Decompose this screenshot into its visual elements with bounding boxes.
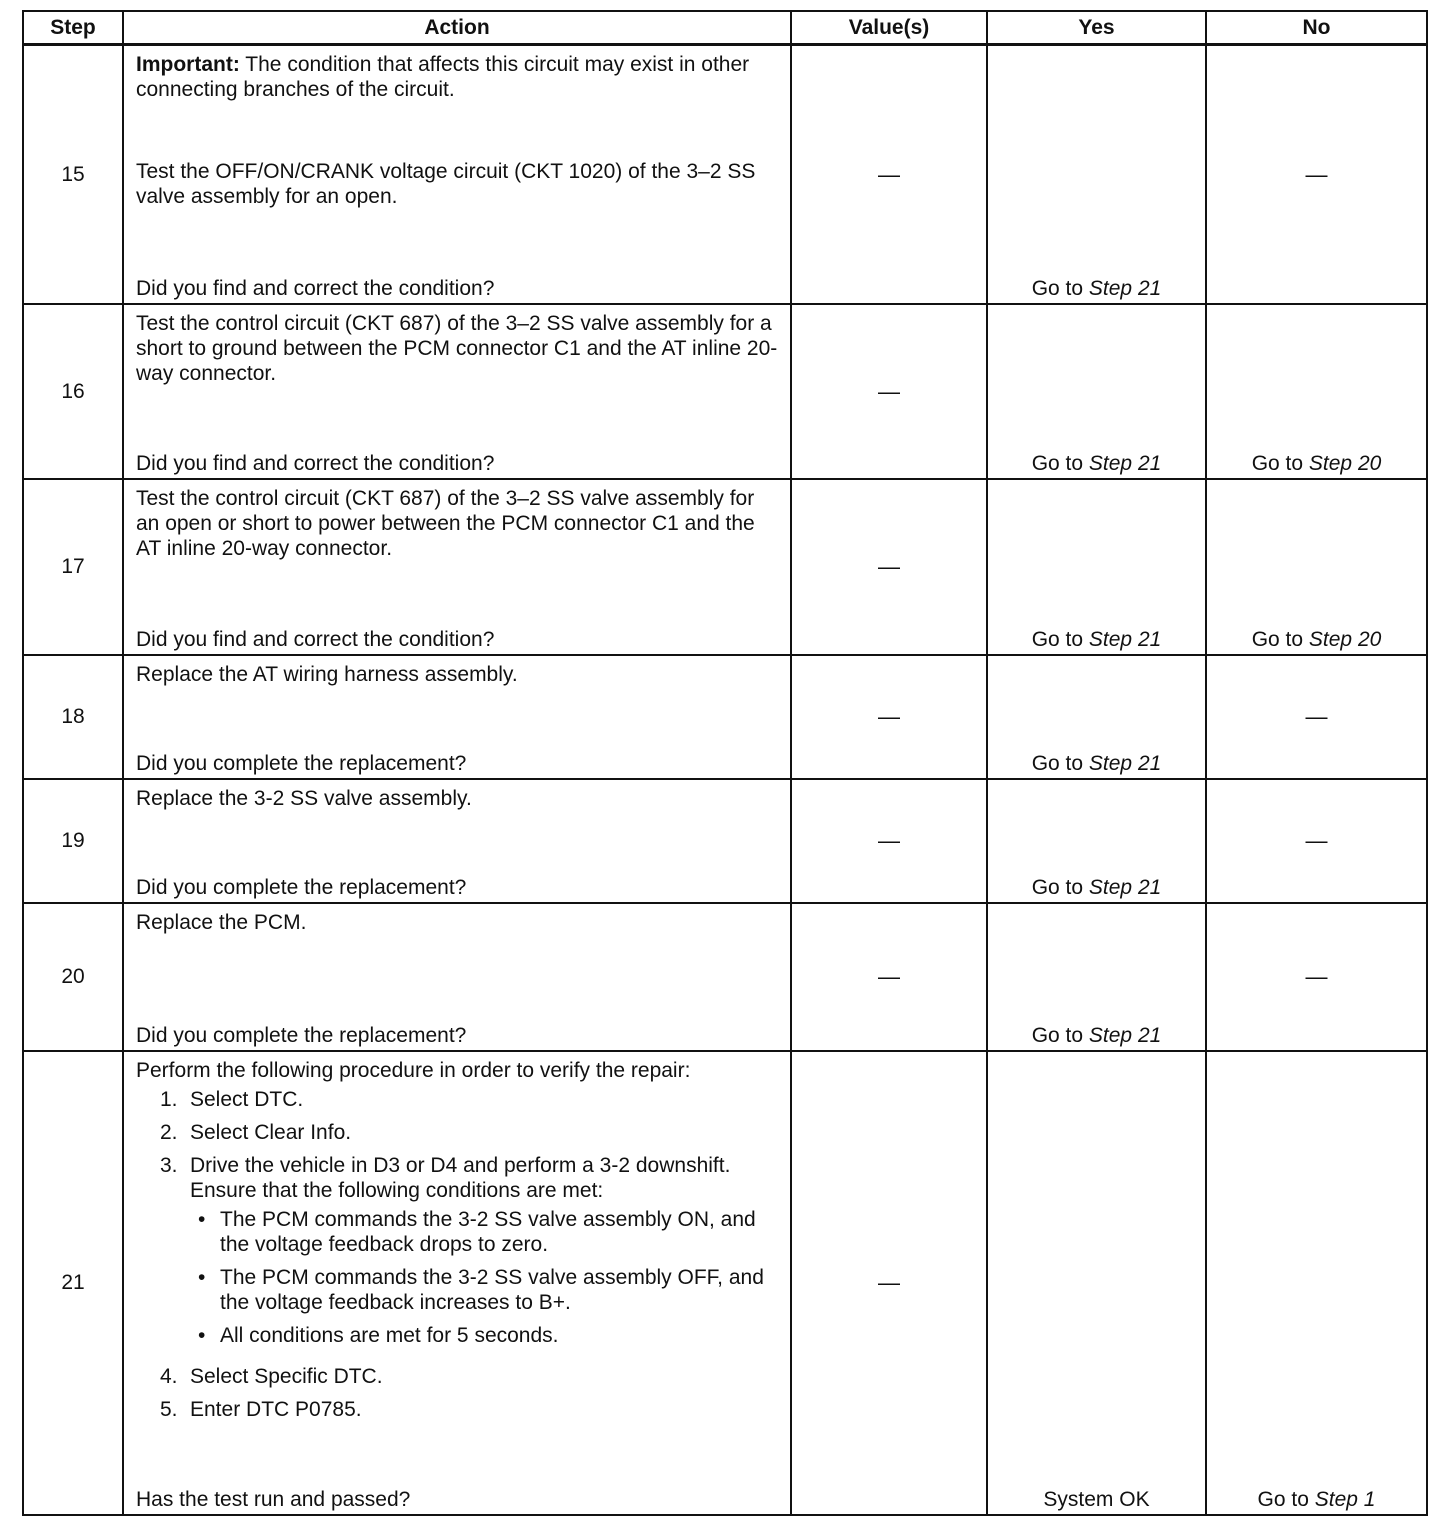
no-cell: —: [1206, 655, 1427, 779]
list-item: 3. Drive the vehicle in D3 or D4 and perform a 3-2 downshift. Ensure that the following conditions are met: • The PCM commands the 3-2 SS valve assembly ON, and the voltage feedback drops to zero. • The PCM commands the 3-2 SS valve assembly OFF, and the voltage feedback increases to B+. • All conditions are met for 5 seconds.: [160, 1153, 780, 1356]
yes-result: System OK: [1043, 1487, 1150, 1511]
value-cell: —: [791, 304, 987, 479]
header-no: No: [1206, 11, 1427, 45]
yes-cell: [987, 655, 1206, 779]
yes-cell: [987, 903, 1206, 1051]
condition-bullets: [190, 1207, 780, 1348]
table-row: [23, 304, 1427, 479]
header-action: Action: [123, 11, 791, 45]
yes-cell: [987, 45, 1206, 304]
question-text: Did you complete the replacement?: [136, 875, 467, 899]
procedure-intro: Perform the following procedure in order to verify the repair:: [136, 1058, 691, 1082]
no-cell: [1206, 304, 1427, 479]
table-row: [23, 903, 1427, 1051]
action-cell: [123, 779, 791, 903]
list-item: • The PCM commands the 3-2 SS valve assembly OFF, and the voltage feedback increases to B+.: [198, 1265, 764, 1314]
yes-prefix: Go to: [1031, 627, 1084, 651]
value-cell: —: [791, 655, 987, 779]
list-item: 2. Select Clear Info.: [160, 1120, 352, 1144]
action-text: Replace the AT wiring harness assembly.: [136, 662, 518, 686]
value-cell: —: [791, 903, 987, 1051]
yes-step-link: Step 21: [1088, 451, 1162, 475]
question-text: Did you find and correct the condition?: [136, 451, 495, 475]
list-item: • All conditions are met for 5 seconds.: [198, 1323, 559, 1347]
no-cell: —: [1206, 45, 1427, 304]
yes-cell: [987, 779, 1206, 903]
step-number: 17: [23, 479, 123, 655]
step-number: 16: [23, 304, 123, 479]
yes-step-link: Step 21: [1088, 627, 1162, 651]
important-label: Important:: [136, 53, 240, 76]
no-cell: —: [1206, 903, 1427, 1051]
action-cell: [123, 903, 791, 1051]
value-cell: —: [791, 479, 987, 655]
yes-prefix: Go to: [1031, 875, 1084, 899]
yes-cell: [987, 479, 1206, 655]
list-item: 1. Select DTC.: [160, 1087, 304, 1111]
table-row: [23, 45, 1427, 304]
yes-prefix: Go to: [1031, 751, 1084, 775]
no-prefix: Go to: [1251, 627, 1304, 651]
step-number: 20: [23, 903, 123, 1051]
no-step-link: Step 20: [1308, 627, 1382, 651]
question-text: Did you complete the replacement?: [136, 751, 467, 775]
action-text: Test the OFF/ON/CRANK voltage circuit (CKT 1020) of the 3–2 SS valve assembly for an open.: [136, 160, 756, 208]
value-cell: —: [791, 1051, 987, 1515]
no-step-link: Step 20: [1308, 451, 1382, 475]
table-row: [23, 779, 1427, 903]
yes-prefix: Go to: [1031, 1023, 1084, 1047]
value-cell: —: [791, 45, 987, 304]
table-row: [23, 655, 1427, 779]
yes-cell: [987, 1051, 1206, 1515]
yes-step-link: Step 21: [1088, 1023, 1162, 1047]
yes-step-link: Step 21: [1088, 751, 1162, 775]
list-item: 4. Select Specific DTC.: [160, 1364, 383, 1388]
yes-prefix: Go to: [1031, 276, 1084, 300]
header-step: Step: [23, 11, 123, 45]
action-cell: [123, 45, 791, 304]
header-yes: Yes: [987, 11, 1206, 45]
table-row: [23, 479, 1427, 655]
list-item: • The PCM commands the 3-2 SS valve assembly ON, and the voltage feedback drops to zero.: [198, 1207, 756, 1256]
no-cell: [1206, 1051, 1427, 1515]
list-item: 5. Enter DTC P0785.: [160, 1397, 362, 1421]
step-number: 18: [23, 655, 123, 779]
header-values: Value(s): [791, 11, 987, 45]
action-cell: [123, 655, 791, 779]
question-text: Did you find and correct the condition?: [136, 627, 495, 651]
diagnostic-table: [22, 10, 1428, 1516]
action-cell: [123, 304, 791, 479]
no-prefix: Go to: [1257, 1487, 1309, 1511]
important-text: The condition that affects this circuit may exist in other connecting branches of the circuit.: [136, 53, 750, 101]
action-text: Test the control circuit (CKT 687) of the 3–2 SS valve assembly for a short to ground between the PCM connector C1 and the AT inline 20-way connector.: [136, 311, 778, 385]
action-cell: [123, 479, 791, 655]
no-step-link: Step 1: [1314, 1487, 1376, 1511]
yes-step-link: Step 21: [1088, 875, 1162, 899]
question-text: Did you find and correct the condition?: [136, 276, 495, 300]
yes-step-link: Step 21: [1088, 276, 1162, 300]
no-prefix: Go to: [1251, 451, 1304, 475]
table-row: [23, 1051, 1427, 1515]
header-row: [23, 11, 1427, 45]
step-number: 21: [23, 1051, 123, 1515]
step-number: 19: [23, 779, 123, 903]
procedure-steps: [136, 1087, 780, 1422]
action-cell: [123, 1051, 791, 1515]
action-text: Test the control circuit (CKT 687) of the 3–2 SS valve assembly for an open or short to power between the PCM connector C1 and the AT inline 20-way connector.: [136, 486, 755, 560]
step-number: 15: [23, 45, 123, 304]
action-text: Replace the PCM.: [136, 910, 307, 934]
value-cell: —: [791, 779, 987, 903]
action-text: Replace the 3-2 SS valve assembly.: [136, 786, 472, 810]
yes-prefix: Go to: [1031, 451, 1084, 475]
no-cell: [1206, 479, 1427, 655]
question-text: Has the test run and passed?: [136, 1487, 411, 1511]
question-text: Did you complete the replacement?: [136, 1023, 467, 1047]
yes-cell: [987, 304, 1206, 479]
no-cell: —: [1206, 779, 1427, 903]
